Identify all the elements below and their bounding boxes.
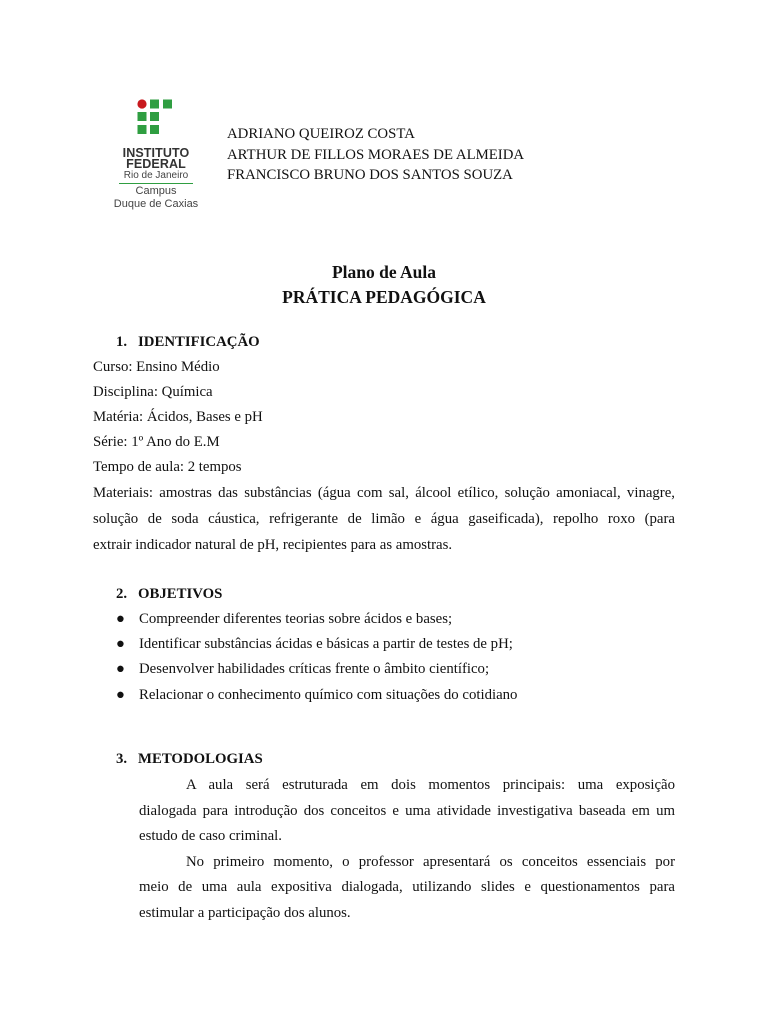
section-number: 1. xyxy=(116,334,128,350)
section-number: 2. xyxy=(116,586,128,602)
section-title: OBJETIVOS xyxy=(138,586,223,602)
logo-line-federal: FEDERAL xyxy=(126,157,186,171)
author-name: ADRIANO QUEIROZ COSTA xyxy=(227,126,415,142)
paragraph-line: A aula será estruturada em dois momentos principais: uma exposição xyxy=(186,777,675,793)
list-item-text: Desenvolver habilidades críticas frente o âmbito científico; xyxy=(139,661,490,677)
section-heading-identificacao xyxy=(116,334,260,351)
paragraph-line: estudo de caso criminal. xyxy=(139,828,282,844)
document-title: Plano de Aula xyxy=(331,262,437,282)
logo-divider xyxy=(119,183,193,184)
logo-line-campus: Campus xyxy=(135,185,177,197)
author-name: ARTHUR DE FILLOS MORAES DE ALMEIDA xyxy=(227,146,525,163)
bullet-icon: ● xyxy=(116,687,125,703)
field-serie: Série: 1º Ano do E.M xyxy=(93,434,220,450)
paragraph-line: dialogada para introdução dos conceitos e uma atividade investigativa baseada em um xyxy=(139,803,675,819)
bullet-icon: ● xyxy=(116,636,125,652)
field-materia: Matéria: Ácidos, Bases e pH xyxy=(93,409,263,425)
section-heading-objetivos xyxy=(116,586,222,603)
paragraph-line: No primeiro momento, o professor apresentará os conceitos essenciais por xyxy=(186,854,675,870)
field-materiais-line: solução de soda cáustica, refrigerante de limão e água gaseificada), repolho roxo (para xyxy=(93,511,675,527)
list-item-text: Identificar substâncias ácidas e básicas a partir de testes de pH; xyxy=(139,636,513,652)
list-item xyxy=(116,661,489,678)
paragraph-line: estimular a participação dos alunos. xyxy=(139,905,351,921)
section-number: 3. xyxy=(116,751,128,767)
authors-list xyxy=(227,124,524,186)
field-tempo: Tempo de aula: 2 tempos xyxy=(93,459,242,475)
field-materiais-line: Materiais: amostras das substâncias (água com sal, álcool etílico, solução amoniacal, vinagre, xyxy=(93,485,675,501)
list-item xyxy=(116,611,452,628)
institute-logo-text xyxy=(108,148,204,210)
paragraph-line: meio de uma aula expositiva dialogada, utilizando slides e questionamentos para xyxy=(139,879,675,895)
field-disciplina: Disciplina: Química xyxy=(93,384,213,400)
section-title: IDENTIFICAÇÃO xyxy=(138,334,260,350)
field-materiais-line: extrair indicador natural de pH, recipientes para as amostras. xyxy=(93,537,453,553)
bullet-icon: ● xyxy=(116,611,125,627)
author-name: FRANCISCO BRUNO DOS SANTOS SOUZA xyxy=(227,167,513,183)
list-item-text: Compreender diferentes teorias sobre ácidos e bases; xyxy=(139,611,453,627)
list-item-text: Relacionar o conhecimento químico com situações do cotidiano xyxy=(139,687,518,703)
logo-line-rio: Rio de Janeiro xyxy=(123,170,189,181)
list-item xyxy=(116,687,517,704)
section-title: METODOLOGIAS xyxy=(138,751,263,767)
section-heading-metodologias xyxy=(116,751,263,768)
institute-logo-mark-icon xyxy=(137,99,173,135)
logo-line-instituto: INSTITUTO xyxy=(122,146,190,160)
bullet-icon: ● xyxy=(116,661,125,677)
document-subtitle: PRÁTICA PEDAGÓGICA xyxy=(282,287,486,307)
logo-line-duque: Duque de Caxias xyxy=(113,197,199,210)
list-item xyxy=(116,636,513,653)
field-curso: Curso: Ensino Médio xyxy=(93,359,220,375)
